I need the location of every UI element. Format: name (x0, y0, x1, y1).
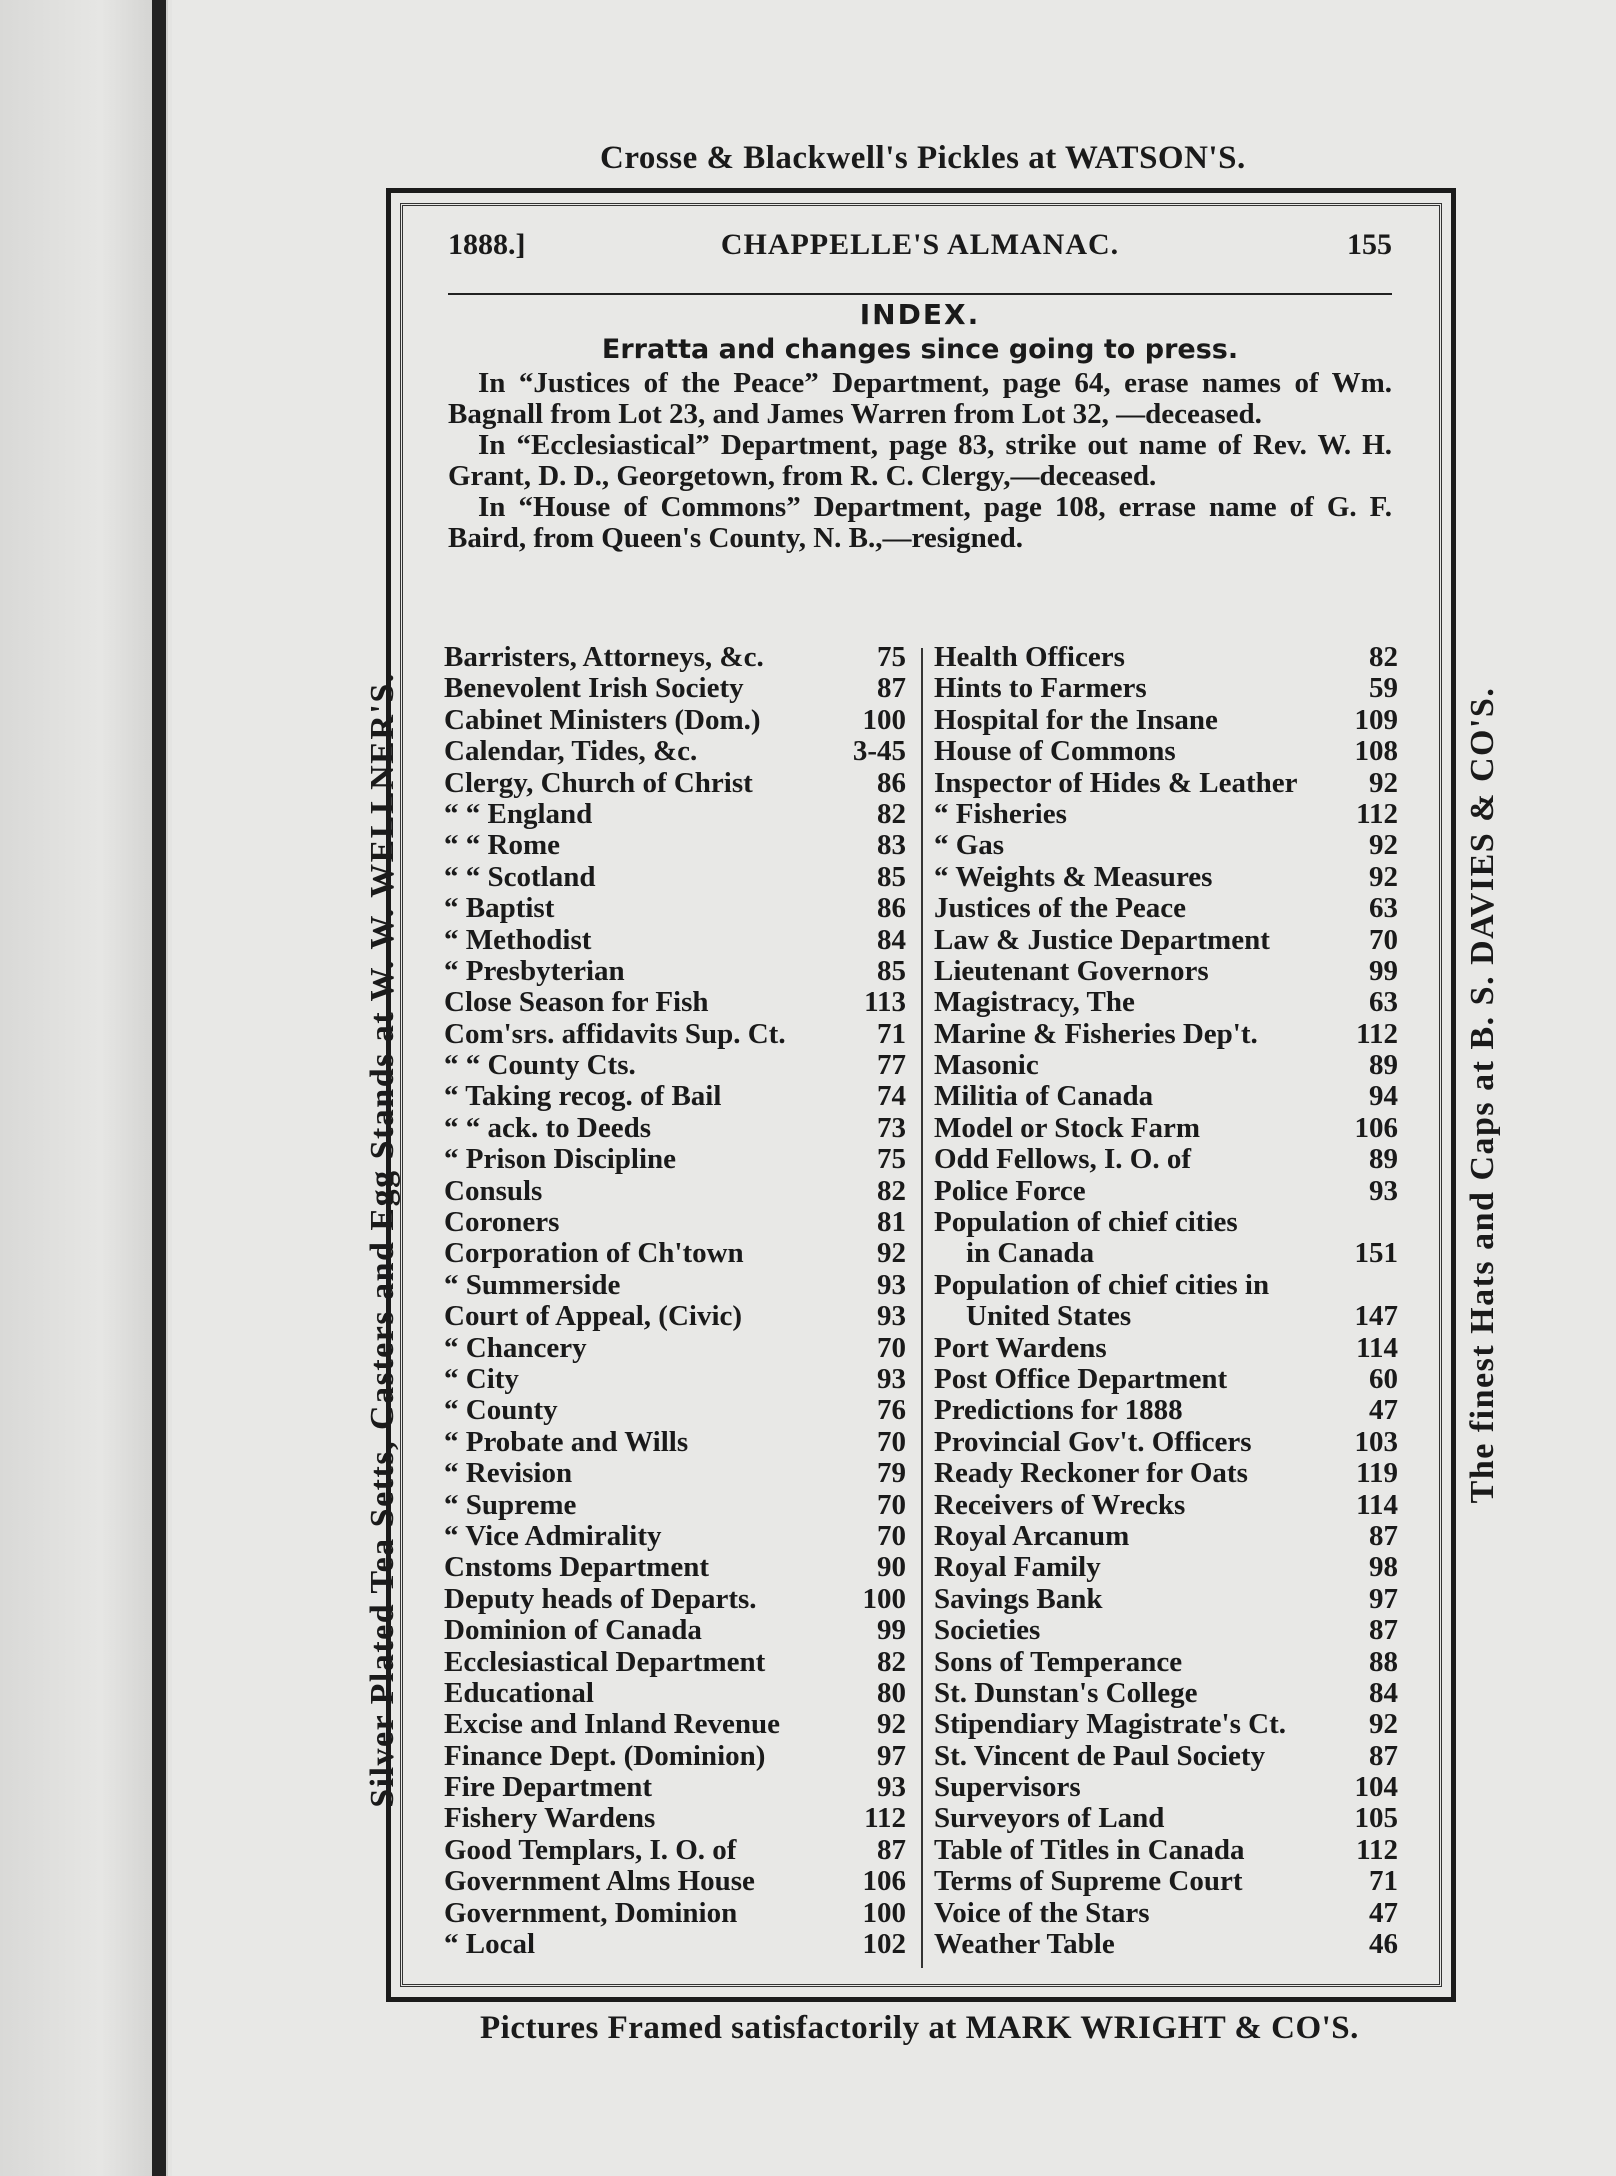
index-entry-title: “ Baptist (444, 892, 555, 925)
index-entry-page: 81 (877, 1206, 906, 1239)
index-entry (444, 1803, 906, 1834)
index-entry (444, 1709, 906, 1740)
index-entry (934, 1458, 1398, 1489)
index-entry-page: 112 (1356, 1017, 1398, 1050)
index-entry-page: 87 (877, 1833, 906, 1866)
index-entry-title: Magistracy, The (934, 986, 1135, 1019)
index-entry-title: “ City (444, 1362, 519, 1395)
index-entry-page: 71 (877, 1017, 906, 1050)
index-entry (444, 1458, 906, 1489)
index-entry (444, 987, 906, 1018)
index-entry-title: Excise and Inland Revenue (444, 1708, 780, 1741)
index-entry-page: 92 (1369, 829, 1398, 862)
index-entry-page: 100 (862, 1582, 906, 1615)
index-entry-title: Health Officers (934, 641, 1125, 673)
index-entry (444, 1238, 906, 1269)
index-entry-title: “ Prison Discipline (444, 1143, 677, 1176)
index-entry-page: 86 (877, 766, 906, 799)
index-entry-page: 106 (862, 1865, 906, 1898)
index-entry-title: “ Fisheries (934, 797, 1067, 830)
index-entry-page: 93 (877, 1362, 906, 1395)
index-entry (444, 893, 906, 924)
index-entry-title: Post Office Department (934, 1363, 1228, 1396)
index-entry-page: 85 (877, 954, 906, 987)
index-entry-page: 97 (877, 1739, 906, 1772)
index-entry-page: 93 (877, 1771, 906, 1804)
index-entry-page: 147 (1354, 1300, 1398, 1333)
index-entry-page: 103 (1354, 1425, 1398, 1458)
index-entry-page: 119 (1356, 1457, 1398, 1490)
index-entry-page: 79 (877, 1457, 906, 1490)
index-entry-title: “ Local (444, 1928, 536, 1961)
index-entry-title: Predictions for 1888 (934, 1394, 1183, 1427)
index-entry (934, 673, 1398, 704)
index-entry-page: 112 (864, 1802, 906, 1835)
index-entry (444, 830, 906, 861)
index-entry (934, 1113, 1398, 1144)
index-entry-title-continued: United States (966, 1300, 1132, 1333)
index-entry-title: Marine & Fisheries Dep't. (934, 1017, 1258, 1050)
index-entry-title: Savings Bank (934, 1582, 1103, 1615)
index-entry-title: Masonic (934, 1049, 1039, 1082)
index-entry (934, 1050, 1398, 1081)
errata-title: Erratta and changes since going to press. (601, 334, 1239, 365)
index-entry-title: “ Methodist (444, 923, 592, 956)
index-entry-title: “ “ Rome (444, 829, 560, 862)
index-entry-page: 88 (1369, 1645, 1398, 1678)
index-entry (444, 1301, 906, 1332)
index-entry (934, 1803, 1398, 1834)
header-page-number: 155 (1347, 228, 1392, 261)
index-entry-title: “ Chancery (444, 1331, 587, 1364)
index-entry (934, 705, 1398, 736)
index-entry-page: 92 (1369, 860, 1398, 893)
index-entry-title: Fire Department (444, 1771, 653, 1804)
index-entry (444, 799, 906, 830)
index-entry (444, 673, 906, 704)
index-entry (934, 1144, 1398, 1175)
index-entry (934, 1647, 1398, 1678)
index-entry-title: Royal Family (934, 1551, 1101, 1584)
index-entry-page: 70 (877, 1488, 906, 1521)
index-entry-page: 85 (877, 860, 906, 893)
index-entry (444, 1929, 906, 1960)
index-entry (934, 1490, 1398, 1521)
index-entry-page: 90 (877, 1551, 906, 1584)
index-entry-page: 87 (877, 672, 906, 705)
index-entry-title: Ecclesiastical Department (444, 1645, 766, 1678)
index-entry-page: 100 (862, 703, 906, 736)
index-entry-page: 94 (1369, 1080, 1398, 1113)
index-entry-page: 77 (877, 1049, 906, 1082)
index-entry (444, 1490, 906, 1521)
index-entry-title: Model or Stock Farm (934, 1111, 1201, 1144)
index-entry-title-continued: in Canada (966, 1237, 1095, 1270)
index-entry-page: 114 (1356, 1488, 1398, 1521)
index-entry (934, 925, 1398, 956)
index-entry-title: Benevolent Irish Society (444, 672, 744, 705)
index-entry (444, 925, 906, 956)
index-entry-page: 92 (1369, 1708, 1398, 1741)
index-entry (444, 1207, 906, 1238)
index-entry-title: “ Weights & Measures (934, 860, 1213, 893)
index-entry-page: 89 (1369, 1049, 1398, 1082)
index-entry-page: 70 (877, 1519, 906, 1552)
index-entry-page: 73 (877, 1111, 906, 1144)
index-entry-page: 71 (1369, 1865, 1398, 1898)
index-entry (934, 1207, 1398, 1270)
index-entry-title: Odd Fellows, I. O. of (934, 1143, 1191, 1176)
index-entry (934, 1678, 1398, 1709)
index-entry (444, 1144, 906, 1175)
index-entry (444, 768, 906, 799)
index-entry (934, 1364, 1398, 1395)
index-entry-page: 99 (877, 1614, 906, 1647)
index-entry (444, 1364, 906, 1395)
index-entry-title: Lieutenant Governors (934, 954, 1209, 987)
book-spine (0, 0, 168, 2176)
index-entry (934, 1709, 1398, 1740)
index-entry-title: Hospital for the Insane (934, 703, 1218, 736)
index-entry (934, 1176, 1398, 1207)
index-entry-title: “ Vice Admirality (444, 1519, 662, 1552)
index-entry-page: 74 (877, 1080, 906, 1113)
index-entry-title: Com'srs. affidavits Sup. Ct. (444, 1017, 786, 1050)
errata-paragraph: In “Justices of the Peace” Department, page 64, erase names of Wm. Bagnall from Lot 23, and James Warren from Lot 32, —deceased. (448, 367, 1392, 430)
index-entry-page: 82 (877, 1645, 906, 1678)
index-entry-title: Surveyors of Land (934, 1802, 1165, 1835)
index-entry (444, 1678, 906, 1709)
header-rule (448, 293, 1392, 295)
index-entry (444, 862, 906, 893)
index-entry-title: Sons of Temperance (934, 1645, 1183, 1678)
index-entry (444, 1050, 906, 1081)
index-entry-title: Deputy heads of Departs. (444, 1582, 757, 1615)
index-entry-page: 113 (864, 986, 906, 1019)
index-entry-title: Fishery Wardens (444, 1802, 656, 1835)
index-entry (934, 1741, 1398, 1772)
index-entry-page: 97 (1369, 1582, 1398, 1615)
index-entry (444, 1113, 906, 1144)
index-entry-title: “ County (444, 1394, 558, 1427)
advert-left: Silver Plated Tea Setts, Casters and Egg Stands at W. W. WELLNER'S. (364, 672, 401, 1808)
index-entry (934, 1866, 1398, 1897)
index-entry-title: Educational (444, 1676, 594, 1709)
running-header (448, 228, 1392, 268)
index-entry-title: “ Supreme (444, 1488, 577, 1521)
index-entry-title: Inspector of Hides & Leather (934, 766, 1298, 799)
index-column-left (444, 642, 906, 1960)
index-entry-title: Weather Table (934, 1928, 1115, 1961)
index-entry-title: Cabinet Ministers (Dom.) (444, 703, 761, 736)
index-entry-page: 92 (1369, 766, 1398, 799)
index-entry (444, 1552, 906, 1583)
index-entry (934, 768, 1398, 799)
index-entry-page: 89 (1369, 1143, 1398, 1176)
index-entry (444, 642, 906, 673)
index-title: INDEX. (859, 298, 981, 331)
index-entry (934, 1835, 1398, 1866)
index-entry-page: 112 (1356, 797, 1398, 830)
index-entry-page: 70 (877, 1331, 906, 1364)
column-divider (921, 648, 923, 1968)
index-entry (934, 1929, 1398, 1960)
index-entry-page: 82 (1369, 641, 1398, 673)
header-year: 1888.] (448, 228, 526, 261)
index-entry (934, 1521, 1398, 1552)
index-entry (934, 1333, 1398, 1364)
index-entry-title: Receivers of Wrecks (934, 1488, 1186, 1521)
index-entry-title: Coroners (444, 1206, 560, 1239)
index-entry-title: Table of Titles in Canada (934, 1833, 1245, 1866)
index-entry-title: Dominion of Canada (444, 1614, 702, 1647)
advert-bottom: Pictures Framed satisfactorily at MARK WRIGHT & CO'S. (480, 2010, 1359, 2046)
index-entry (934, 956, 1398, 987)
index-entry-page: 80 (877, 1676, 906, 1709)
index-entry (934, 1081, 1398, 1112)
index-entry (444, 736, 906, 767)
index-entry (934, 1395, 1398, 1426)
index-entry-page: 86 (877, 892, 906, 925)
index-entry (444, 1835, 906, 1866)
index-entry-title: Consuls (444, 1174, 543, 1207)
index-entry-page: 93 (877, 1268, 906, 1301)
spine-edge (152, 0, 166, 2176)
index-entry (444, 1019, 906, 1050)
index-entry-page: 87 (1369, 1519, 1398, 1552)
index-entry-title: “ “ ack. to Deeds (444, 1111, 652, 1144)
index-entry-title: Finance Dept. (Dominion) (444, 1739, 766, 1772)
index-entry (934, 736, 1398, 767)
index-entry-title: Provincial Gov't. Officers (934, 1425, 1252, 1458)
index-entry (444, 1584, 906, 1615)
index-entry (934, 862, 1398, 893)
index-entry-page: 82 (877, 1174, 906, 1207)
index-entry-page: 84 (877, 923, 906, 956)
index-entry-title: Justices of the Peace (934, 892, 1187, 925)
index-entry-title: Population of chief cities (934, 1206, 1238, 1239)
index-entry-page: 151 (1354, 1237, 1398, 1270)
index-entry-page: 47 (1369, 1394, 1398, 1427)
index-entry-page: 93 (1369, 1174, 1398, 1207)
index-entry-title: Royal Arcanum (934, 1519, 1130, 1552)
index-entry (934, 1427, 1398, 1458)
index-entry-title: Government, Dominion (444, 1896, 738, 1929)
index-entry-title: “ Revision (444, 1457, 573, 1490)
errata-paragraph: In “Ecclesiastical” Department, page 83, strike out name of Rev. W. H. Grant, D. D., Georgetown, from R. C. Clergy,—deceased. (448, 429, 1392, 492)
index-entry-title: Good Templars, I. O. of (444, 1833, 737, 1866)
index-entry-page: 63 (1369, 986, 1398, 1019)
index-entry-title: “ Summerside (444, 1268, 621, 1301)
index-entry (444, 1176, 906, 1207)
index-entry-page: 70 (877, 1425, 906, 1458)
index-entry (934, 987, 1398, 1018)
index-entry-title: “ “ England (444, 797, 593, 830)
header-title: CHAPPELLE'S ALMANAC. (720, 228, 1120, 261)
index-entry-page: 63 (1369, 892, 1398, 925)
index-entry-page: 75 (877, 641, 906, 673)
index-entry (934, 1019, 1398, 1050)
index-entry-title: Port Wardens (934, 1331, 1107, 1364)
index-entry-title: Clergy, Church of Christ (444, 766, 753, 799)
index-entry-page: 93 (877, 1300, 906, 1333)
index-entry-title: Population of chief cities in (934, 1268, 1270, 1301)
index-entry-page: 92 (877, 1237, 906, 1270)
index-entry (444, 1395, 906, 1426)
index-entry-page: 82 (877, 797, 906, 830)
index-entry-title: Government Alms House (444, 1865, 755, 1898)
index-entry-page: 87 (1369, 1739, 1398, 1772)
index-entry-page: 112 (1356, 1833, 1398, 1866)
index-entry (934, 799, 1398, 830)
index-entry-page: 76 (877, 1394, 906, 1427)
index-entry-page: 105 (1354, 1802, 1398, 1835)
index-entry (444, 1615, 906, 1646)
errata-paragraph: In “House of Commons” Department, page 108, errase name of G. F. Baird, from Queen's County, N. B.,—resigned. (448, 491, 1392, 554)
index-entry-title: “ Probate and Wills (444, 1425, 689, 1458)
index-entry (444, 1866, 906, 1897)
index-entry-title: Close Season for Fish (444, 986, 709, 1019)
index-entry (934, 893, 1398, 924)
index-entry-title: Militia of Canada (934, 1080, 1154, 1113)
index-entry-title: Police Force (934, 1174, 1086, 1207)
index-entry-page: 47 (1369, 1896, 1398, 1929)
index-entry-page: 83 (877, 829, 906, 862)
index-entry (444, 1333, 906, 1364)
index-entry-title: Barristers, Attorneys, &c. (444, 641, 764, 673)
index-entry (444, 1647, 906, 1678)
index-entry (934, 830, 1398, 861)
index-entry-title: Hints to Farmers (934, 672, 1147, 705)
index-entry-title: Supervisors (934, 1771, 1081, 1804)
index-entry-page: 60 (1369, 1363, 1398, 1396)
index-entry (934, 1270, 1398, 1333)
index-entry-title: “ Gas (934, 829, 1005, 862)
index-entry-page: 92 (877, 1708, 906, 1741)
index-entry-title: “ Presbyterian (444, 954, 625, 987)
index-column-right (934, 642, 1398, 1960)
index-entry (934, 642, 1398, 673)
index-entry-page: 84 (1369, 1676, 1398, 1709)
index-entry (444, 956, 906, 987)
index-entry-page: 59 (1369, 672, 1398, 705)
index-entry-page: 75 (877, 1143, 906, 1176)
index-entry-title: Court of Appeal, (Civic) (444, 1300, 743, 1333)
index-entry-page: 46 (1369, 1928, 1398, 1961)
index-entry-title: Calendar, Tides, &c. (444, 735, 698, 768)
advert-right: The finest Hats and Caps at B. S. DAVIES & CO'S. (1464, 686, 1501, 1504)
index-entry-title: Ready Reckoner for Oats (934, 1457, 1248, 1490)
index-entry (934, 1552, 1398, 1583)
index-entry-title: Corporation of Ch'town (444, 1237, 744, 1270)
index-entry-page: 100 (862, 1896, 906, 1929)
index-entry-page: 87 (1369, 1614, 1398, 1647)
index-entry (444, 1521, 906, 1552)
index-entry-page: 106 (1354, 1111, 1398, 1144)
index-entry (444, 1772, 906, 1803)
index-entry (934, 1584, 1398, 1615)
index-entry-page: 108 (1354, 735, 1398, 768)
index-entry (444, 1741, 906, 1772)
index-entry-title: Terms of Supreme Court (934, 1865, 1243, 1898)
index-entry (444, 1427, 906, 1458)
index-entry-page: 70 (1369, 923, 1398, 956)
index-entry-title: Stipendiary Magistrate's Ct. (934, 1708, 1286, 1741)
index-entry-title: “ Taking recog. of Bail (444, 1080, 722, 1113)
index-entry (934, 1772, 1398, 1803)
index-entry-page: 99 (1369, 954, 1398, 987)
index-entry (444, 1898, 906, 1929)
index-entry-title: Societies (934, 1614, 1041, 1647)
index-entry-title: House of Commons (934, 735, 1176, 768)
index-entry-page: 102 (862, 1928, 906, 1961)
index-entry (444, 705, 906, 736)
index-entry-title: Law & Justice Department (934, 923, 1270, 956)
index-entry-page: 3-45 (852, 735, 906, 768)
errata-notes (448, 368, 1392, 554)
index-entry-title: Cnstoms Department (444, 1551, 709, 1584)
index-entry (444, 1270, 906, 1301)
advert-top: Crosse & Blackwell's Pickles at WATSON'S. (600, 140, 1246, 176)
index-entry-title: St. Vincent de Paul Society (934, 1739, 1266, 1772)
index-entry-title: “ “ County Cts. (444, 1049, 636, 1082)
index-entry (934, 1615, 1398, 1646)
index-entry-title: Voice of the Stars (934, 1896, 1150, 1929)
index-entry-page: 114 (1356, 1331, 1398, 1364)
index-entry-page: 98 (1369, 1551, 1398, 1584)
index-entry-title: St. Dunstan's College (934, 1676, 1198, 1709)
index-entry (934, 1898, 1398, 1929)
index-entry-title: “ “ Scotland (444, 860, 596, 893)
index-entry-page: 109 (1354, 703, 1398, 736)
index-entry-page: 104 (1354, 1771, 1398, 1804)
index-entry (444, 1081, 906, 1112)
